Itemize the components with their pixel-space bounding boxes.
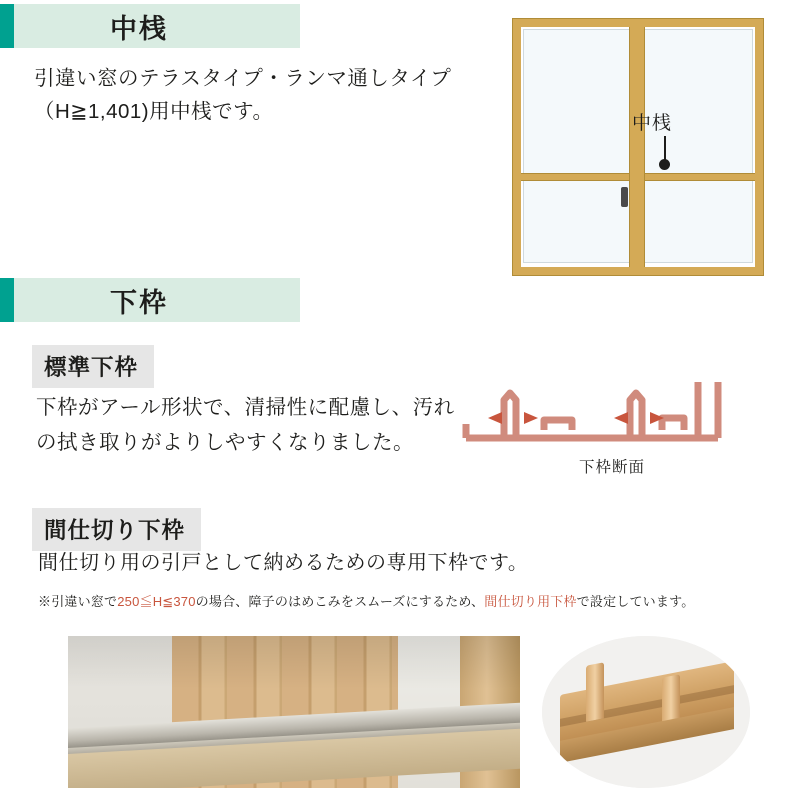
section-accent-bar: [0, 278, 14, 322]
section-title-band: [14, 278, 300, 322]
section-header-nakazan: [0, 4, 300, 48]
note-highlight-product: 間仕切り用下枠: [484, 594, 577, 609]
photo-shadow-overlay: [68, 636, 520, 788]
callout-label-nakazan: 中桟: [632, 113, 673, 134]
part-profile-ridge-left: [586, 662, 604, 721]
glass-pane-top-left: [523, 29, 631, 175]
section-header-shitawaku: [0, 278, 300, 322]
nakazan-description: 引違い窓のテラスタイプ・ランマ通しタイプ（H≧1,401)用中桟です。: [34, 67, 452, 124]
partition-sill-note: [38, 592, 726, 613]
window-handle: [621, 187, 628, 207]
window-illustration: [508, 14, 772, 282]
callout-dot: [659, 159, 670, 170]
section-title-band: [14, 4, 300, 48]
glass-pane-bottom-right: [643, 179, 753, 263]
section-title-text: 中桟: [110, 13, 168, 44]
standard-sill-description: 下枠がアール形状で、清掃性に配慮し、汚れの拭き取りがよりしやすくなりました。: [36, 396, 455, 455]
note-suffix: で設定しています。: [576, 594, 695, 609]
chip-partition-sill: 間仕切り下枠: [32, 508, 201, 551]
glass-pane-top-right: [643, 29, 753, 175]
note-middle: の場合、障子のはめこみをスムーズにするため、: [195, 594, 485, 609]
photo-sill-part-closeup: [542, 636, 750, 788]
section-accent-bar: [0, 4, 14, 48]
section-title-text: 下枠: [110, 287, 168, 318]
chip-standard-sill: 標準下枠: [32, 345, 154, 388]
note-prefix: ※引違い窓で: [38, 594, 118, 609]
window-inner-area: [521, 27, 755, 267]
photo-installed-sill: [68, 636, 520, 788]
partition-sill-description: 間仕切り用の引戸として納めるための専用下枠です。: [38, 552, 529, 574]
note-highlight-range: 250≦H≦370: [117, 594, 196, 609]
glass-pane-bottom-left: [523, 179, 631, 263]
sill-diagram-caption: 下枠断面: [578, 459, 645, 476]
center-mullion: [629, 27, 645, 267]
